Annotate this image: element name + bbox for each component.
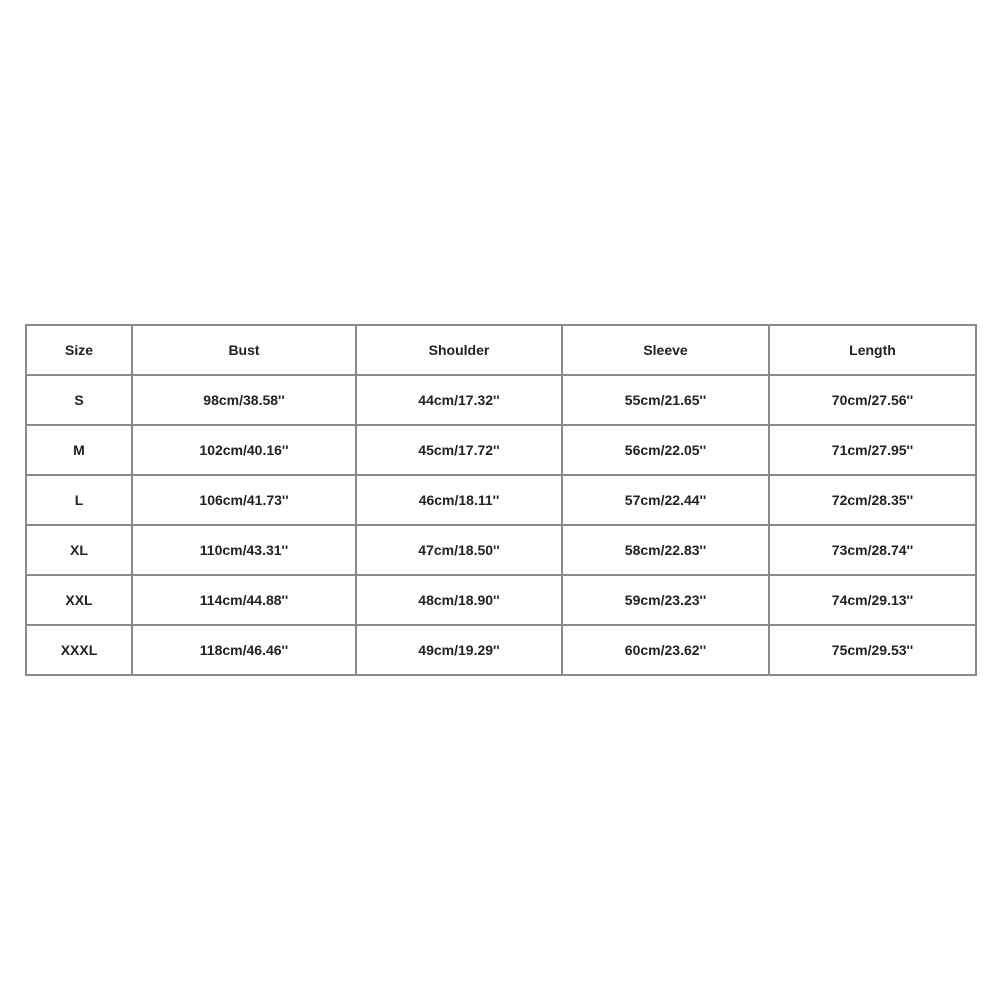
header-length: Length bbox=[769, 325, 976, 375]
table-row bbox=[26, 425, 976, 475]
shoulder-cell: 44cm/17.32'' bbox=[356, 375, 562, 425]
sleeve-cell: 60cm/23.62'' bbox=[562, 625, 769, 675]
shoulder-cell: 47cm/18.50'' bbox=[356, 525, 562, 575]
header-shoulder: Shoulder bbox=[356, 325, 562, 375]
shoulder-cell: 45cm/17.72'' bbox=[356, 425, 562, 475]
bust-cell: 102cm/40.16'' bbox=[132, 425, 356, 475]
sleeve-cell: 55cm/21.65'' bbox=[562, 375, 769, 425]
size-cell: S bbox=[26, 375, 132, 425]
shoulder-cell: 49cm/19.29'' bbox=[356, 625, 562, 675]
sleeve-cell: 56cm/22.05'' bbox=[562, 425, 769, 475]
length-cell: 71cm/27.95'' bbox=[769, 425, 976, 475]
header-size: Size bbox=[26, 325, 132, 375]
table-row bbox=[26, 625, 976, 675]
size-cell: XXXL bbox=[26, 625, 132, 675]
table-row bbox=[26, 375, 976, 425]
bust-cell: 98cm/38.58'' bbox=[132, 375, 356, 425]
size-cell: XL bbox=[26, 525, 132, 575]
length-cell: 75cm/29.53'' bbox=[769, 625, 976, 675]
sleeve-cell: 57cm/22.44'' bbox=[562, 475, 769, 525]
bust-cell: 110cm/43.31'' bbox=[132, 525, 356, 575]
bust-cell: 114cm/44.88'' bbox=[132, 575, 356, 625]
length-cell: 73cm/28.74'' bbox=[769, 525, 976, 575]
table-row bbox=[26, 575, 976, 625]
size-chart-table bbox=[25, 324, 977, 676]
length-cell: 74cm/29.13'' bbox=[769, 575, 976, 625]
table-row bbox=[26, 475, 976, 525]
header-bust: Bust bbox=[132, 325, 356, 375]
shoulder-cell: 48cm/18.90'' bbox=[356, 575, 562, 625]
size-cell: L bbox=[26, 475, 132, 525]
shoulder-cell: 46cm/18.11'' bbox=[356, 475, 562, 525]
length-cell: 72cm/28.35'' bbox=[769, 475, 976, 525]
length-cell: 70cm/27.56'' bbox=[769, 375, 976, 425]
bust-cell: 118cm/46.46'' bbox=[132, 625, 356, 675]
header-sleeve: Sleeve bbox=[562, 325, 769, 375]
table-row bbox=[26, 525, 976, 575]
sleeve-cell: 58cm/22.83'' bbox=[562, 525, 769, 575]
sleeve-cell: 59cm/23.23'' bbox=[562, 575, 769, 625]
header-row bbox=[26, 325, 976, 375]
size-cell: M bbox=[26, 425, 132, 475]
bust-cell: 106cm/41.73'' bbox=[132, 475, 356, 525]
size-cell: XXL bbox=[26, 575, 132, 625]
